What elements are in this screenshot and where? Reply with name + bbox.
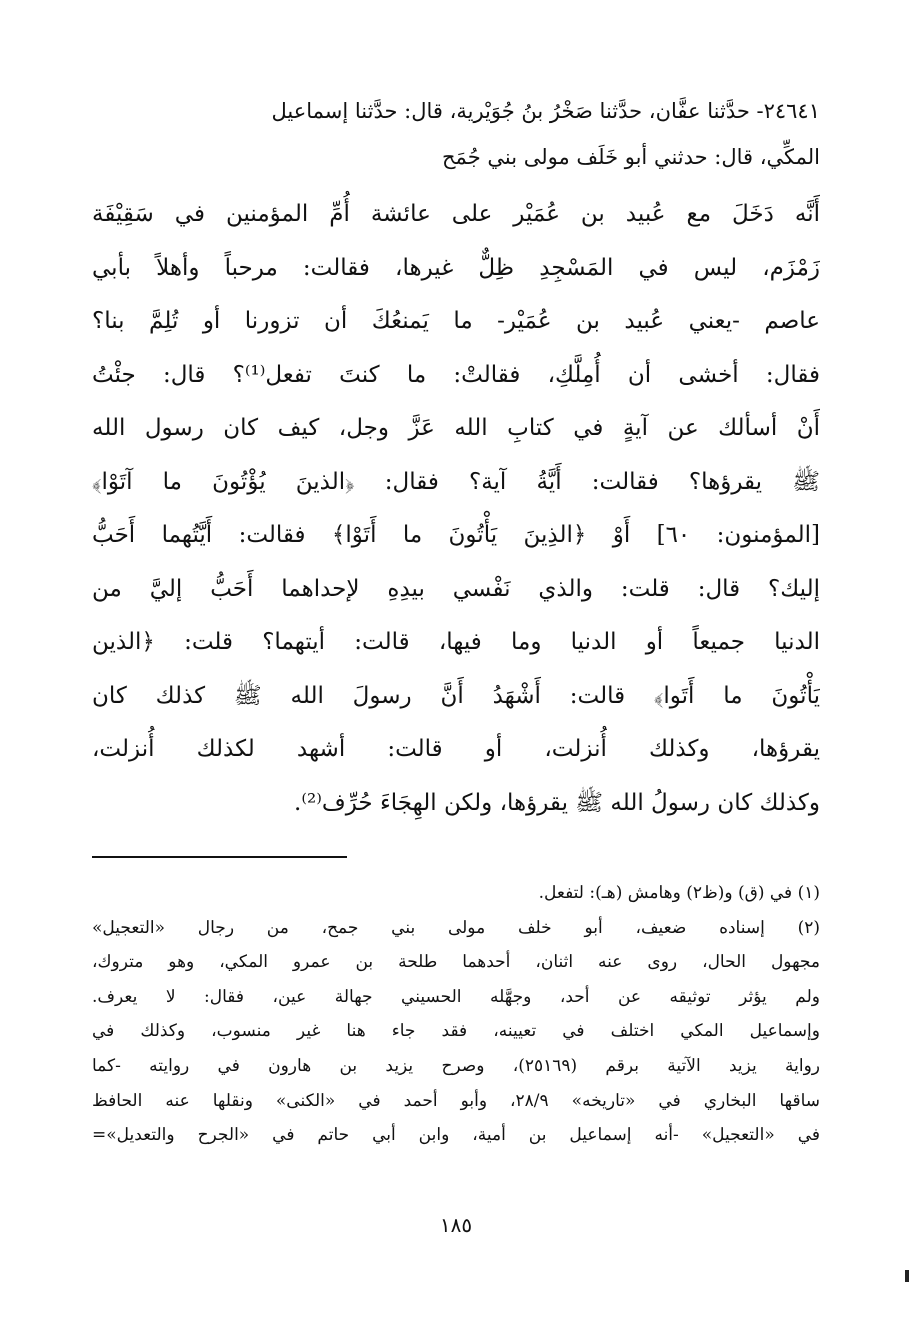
body-line: إليك؟ قال: قلت: والذي نَفْسي بيدِهِ لإحداهما أَحَبُّ إليَّ من [92, 575, 820, 602]
page-number: ١٨٥ [439, 1213, 473, 1237]
footnote-line: وإسماعيل المكي اختلف في تعيينه، فقد جاء هنا غير منسوب، وكذلك في [92, 1021, 820, 1042]
body-line: عاصم -يعني عُبيد بن عُمَيْر- ما يَمنعُكَ أن تزورنا أو تُلِمَّ بنا؟ [92, 308, 820, 334]
footnote-line: في «التعجيل» -أنه إسماعيل بن أمية، وابن أبي حاتم في «الجرح والتعديل»= [92, 1125, 820, 1146]
body-line: يقرؤها، وكذلك أُنزلت، أو قالت: أشهد لكذلك أُنزلت، [92, 736, 820, 762]
body-line: أَنْ أسألك عن آيةٍ في كتابِ الله عَزَّ وجل، كيف كان رسول الله [92, 415, 820, 441]
body-line: أَنَّه دَخَلَ مع عُبيد بن عُمَيْر على عائشة أُمِّ المؤمنين في سَقِيْفَة [92, 201, 820, 227]
footnote-line: (١) في (ق) و(ظ٢) وهامش (هـ): لتفعل. [538, 883, 820, 903]
body-line: ﷺ يقرؤها؟ فقالت: أَيَّةُ آية؟ فقال: ﴿الذينَ يُؤْتُونَ ما آتَوْا﴾ [92, 468, 820, 495]
scan-edge-mark [905, 1270, 909, 1282]
body-line: الدنيا جميعاً أو الدنيا وما فيها، قالت: أيتهما؟ قلت: ﴿الذين [92, 629, 820, 655]
isnad-line: المكِّي، قال: حدثني أبو خَلَف مولى بني جُمَح [442, 145, 820, 169]
book-page [92, 88, 820, 1288]
hadith-body-text [92, 188, 820, 830]
footnote-line: (٢) إسناده ضعيف، أبو خلف مولى بني جمح، من رجال «التعجيل» [92, 917, 820, 938]
body-line: يَأْتُونَ ما أَتَوا﴾ قالت: أَشْهَدُ أَنَّ رسولَ الله ﷺ كذلك كان [92, 682, 820, 709]
footnotes [92, 876, 820, 1153]
body-line: وكذلك كان رسولُ الله ﷺ يقرؤها، ولكن الهِجَاءَ حُرِّف⁽²⁾. [294, 789, 820, 816]
hadith-isnad-header [92, 88, 820, 180]
body-line: [المؤمنون: ٦٠] أَوْ ﴿الذِينَ يَأْتُونَ ما أَتَوْا﴾ فقالت: أَيَّتُهما أَحَبُّ [92, 522, 820, 548]
footnote-line: ولم يؤثر توثيقه عن أحد، وجهَّله الحسيني جهالة عين، فقال: لا يعرف. [92, 986, 820, 1007]
footnote-line: رواية يزيد الآتية برقم (٢٥١٦٩)، وصرح يزيد بن هارون في روايته -كما [92, 1055, 820, 1076]
body-line: فقال: أخشى أن أُمِلَّكِ، فقالتْ: ما كنتَ تفعل⁽¹⁾؟ قال: جئْتُ [92, 361, 820, 388]
body-line: زَمْزَم، ليس في المَسْجِدِ ظِلٌّ غيرها، فقالت: مرحباً وأهلاً بأبي [92, 254, 820, 281]
footnote-line: ساقها البخاري في «تاريخه» ٢٨/٩، وأبو أحمد في «الكنى» ونقلها عنه الحافظ [92, 1090, 820, 1111]
isnad-line: ٢٤٦٤١- حدَّثنا عفَّان، حدَّثنا صَخْرُ بنُ جُوَيْرية، قال: حدَّثنا إسماعيل [271, 99, 820, 123]
footnote-divider [92, 856, 347, 858]
footnote-line: مجهول الحال، روى عنه اثنان، أحدهما طلحة بن عمرو المكي، وهو متروك، [92, 952, 820, 973]
